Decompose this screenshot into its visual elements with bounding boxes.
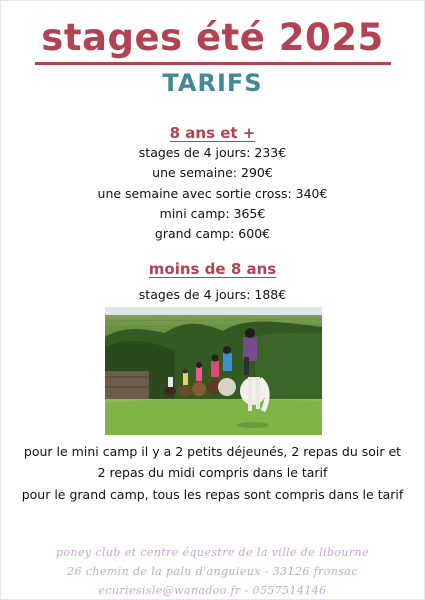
page-title: stages été 2025	[41, 16, 384, 59]
price-list-under-8	[1, 285, 424, 305]
price-list-8-plus	[1, 143, 424, 244]
price-item: une semaine: 290€	[152, 165, 273, 181]
page-subtitle: TARIFS	[162, 69, 263, 97]
price-item: mini camp: 365€	[159, 205, 266, 221]
price-item: grand camp: 600€	[154, 226, 271, 242]
section-heading-under-8-text: moins de 8 ans	[148, 260, 277, 278]
horse-riders-photo	[105, 307, 322, 435]
footer-contact: ecuriesisle@wanadoo.fr - 0557514146	[98, 584, 327, 597]
footer-address: 26 chemin de la palu d'anguieux - 33126 fronsac	[67, 565, 358, 578]
section-heading-8-plus-text: 8 ans et +	[169, 124, 256, 142]
price-item: une semaine avec sortie cross: 340€	[97, 185, 328, 201]
price-item: stages de 4 jours: 233€	[138, 145, 287, 160]
note-line: 2 repas du midi compris dans le tarif	[97, 465, 328, 480]
note-line: pour le mini camp il y a 2 petits déjeunés, 2 repas du soir et	[23, 444, 402, 459]
title-underline	[35, 62, 391, 65]
footer-club-name: poney club et centre équestre de la ville de libourne	[56, 546, 369, 559]
price-item: stages de 4 jours: 188€	[138, 287, 287, 302]
note-line: pour le grand camp, tous les repas sont compris dans le tarif	[21, 487, 404, 502]
section-heading-8-plus	[1, 123, 424, 143]
section-heading-under-8	[1, 259, 424, 279]
